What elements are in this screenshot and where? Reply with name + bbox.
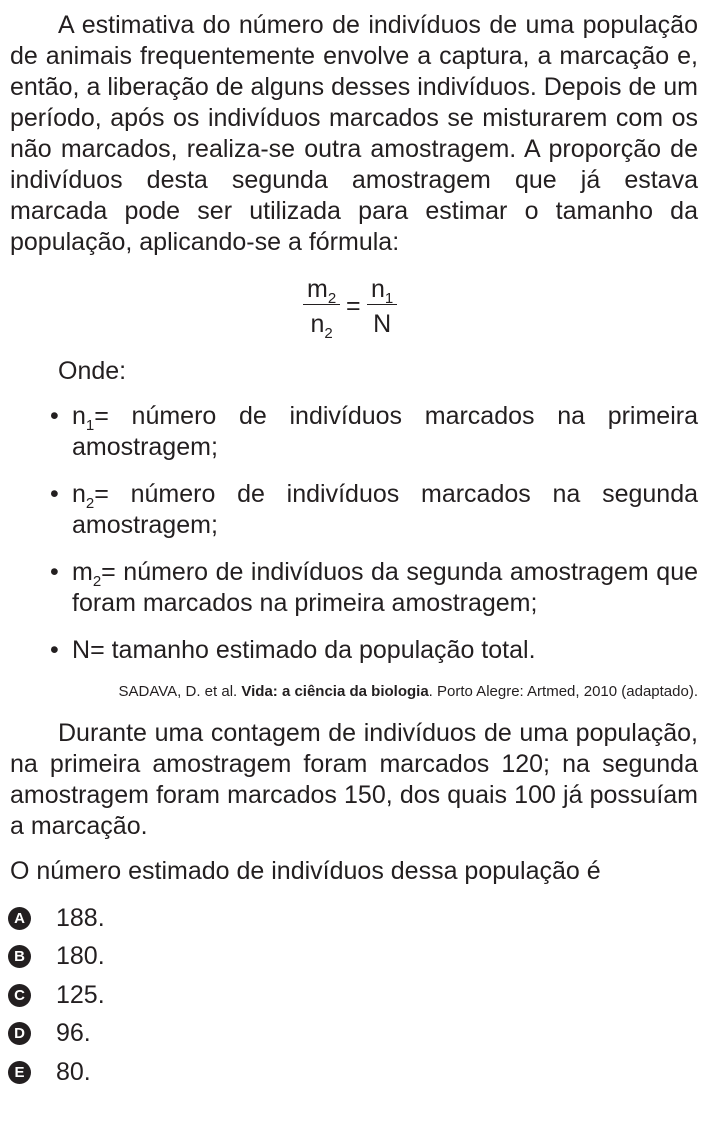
var-m: m — [307, 275, 328, 303]
formula — [10, 274, 698, 352]
question-page — [10, 10, 698, 1092]
intro-paragraph: A estimativa do número de indivíduos de uma população de animais frequentemente envolve a captura, a marcação e, então, a liberação de alguns desses indivíduos. Depois de um período, após os indivíduos marcados se misturarem com os não marcados, realiza-se outra amostragem. A proporção de indivíduos desta segunda amostragem que já estava marcada pode ser utilizada para estimar o tamanho da população, aplicando-se a fórmula: — [10, 11, 698, 256]
answer-options — [10, 899, 698, 1092]
sub-2: 2 — [324, 325, 333, 342]
definition-text: = tamanho estimado da população total. — [90, 636, 536, 664]
source-citation — [10, 682, 698, 702]
option-c-text[interactable]: 125. — [56, 980, 105, 1009]
definition-subscript: 1 — [85, 417, 95, 434]
onde-label: Onde: — [58, 357, 127, 385]
sub-2: 2 — [327, 290, 337, 307]
option-a[interactable] — [10, 899, 698, 938]
option-c-badge-icon[interactable]: C — [8, 984, 31, 1007]
option-b-text[interactable]: 180. — [56, 942, 105, 971]
definition-symbol: m — [72, 558, 93, 586]
definition-text: = número de indivíduos marcados na primeira amostragem; — [72, 402, 698, 461]
fraction-left — [303, 274, 340, 342]
source-author: SADAVA, D. et al. — [118, 683, 242, 700]
definition-symbol: n — [72, 480, 86, 508]
fraction-right-denominator — [367, 305, 397, 339]
option-c[interactable] — [10, 976, 698, 1015]
option-b-badge-icon[interactable]: B — [8, 945, 31, 968]
option-a-text[interactable]: 188. — [56, 903, 105, 932]
definition-item — [10, 401, 698, 463]
question-prompt: O número estimado de indivíduos dessa população é — [10, 857, 601, 885]
option-e-text[interactable]: 80. — [56, 1057, 91, 1086]
equals-sign: = — [346, 292, 361, 320]
option-a-badge-icon[interactable]: A — [8, 907, 31, 930]
definition-subscript: 2 — [92, 573, 102, 590]
bullet-icon: • — [50, 558, 59, 586]
option-d-badge-icon[interactable]: D — [8, 1022, 31, 1045]
definition-subscript: 2 — [85, 495, 95, 512]
bullet-icon: • — [50, 402, 59, 430]
definition-symbol: N — [72, 636, 91, 664]
definition-symbol: n — [72, 402, 86, 430]
sub-1: 1 — [384, 290, 394, 307]
definition-item — [10, 635, 698, 666]
definitions-list — [10, 401, 698, 666]
fraction-left-denominator — [303, 305, 340, 342]
option-e[interactable] — [10, 1053, 698, 1092]
definition-item — [10, 557, 698, 619]
var-n: n — [371, 275, 385, 303]
var-n: n — [310, 310, 325, 338]
scenario-paragraph: Durante uma contagem de indivíduos de uma população, na primeira amostragem foram marcados 120; na segunda amostragem foram marcados 150, dos quais 100 já possuíam a marcação. — [10, 719, 698, 840]
bullet-icon: • — [50, 636, 59, 664]
option-e-badge-icon[interactable]: E — [8, 1061, 31, 1084]
bullet-icon: • — [50, 480, 59, 508]
definition-item — [10, 479, 698, 541]
option-b[interactable] — [10, 938, 698, 977]
fraction-right-numerator — [367, 274, 397, 305]
var-N: N — [373, 310, 392, 338]
fraction-right — [367, 274, 397, 339]
fraction-left-numerator — [303, 274, 340, 305]
source-details: . Porto Alegre: Artmed, 2010 (adaptado). — [428, 683, 698, 700]
definition-text: = número de indivíduos marcados na segunda amostragem; — [72, 480, 698, 539]
source-title: Vida: a ciência da biologia — [241, 683, 429, 700]
option-d[interactable] — [10, 1015, 698, 1054]
definition-text: = número de indivíduos da segunda amostragem que foram marcados na primeira amostragem; — [72, 558, 698, 617]
option-d-text[interactable]: 96. — [56, 1019, 91, 1048]
